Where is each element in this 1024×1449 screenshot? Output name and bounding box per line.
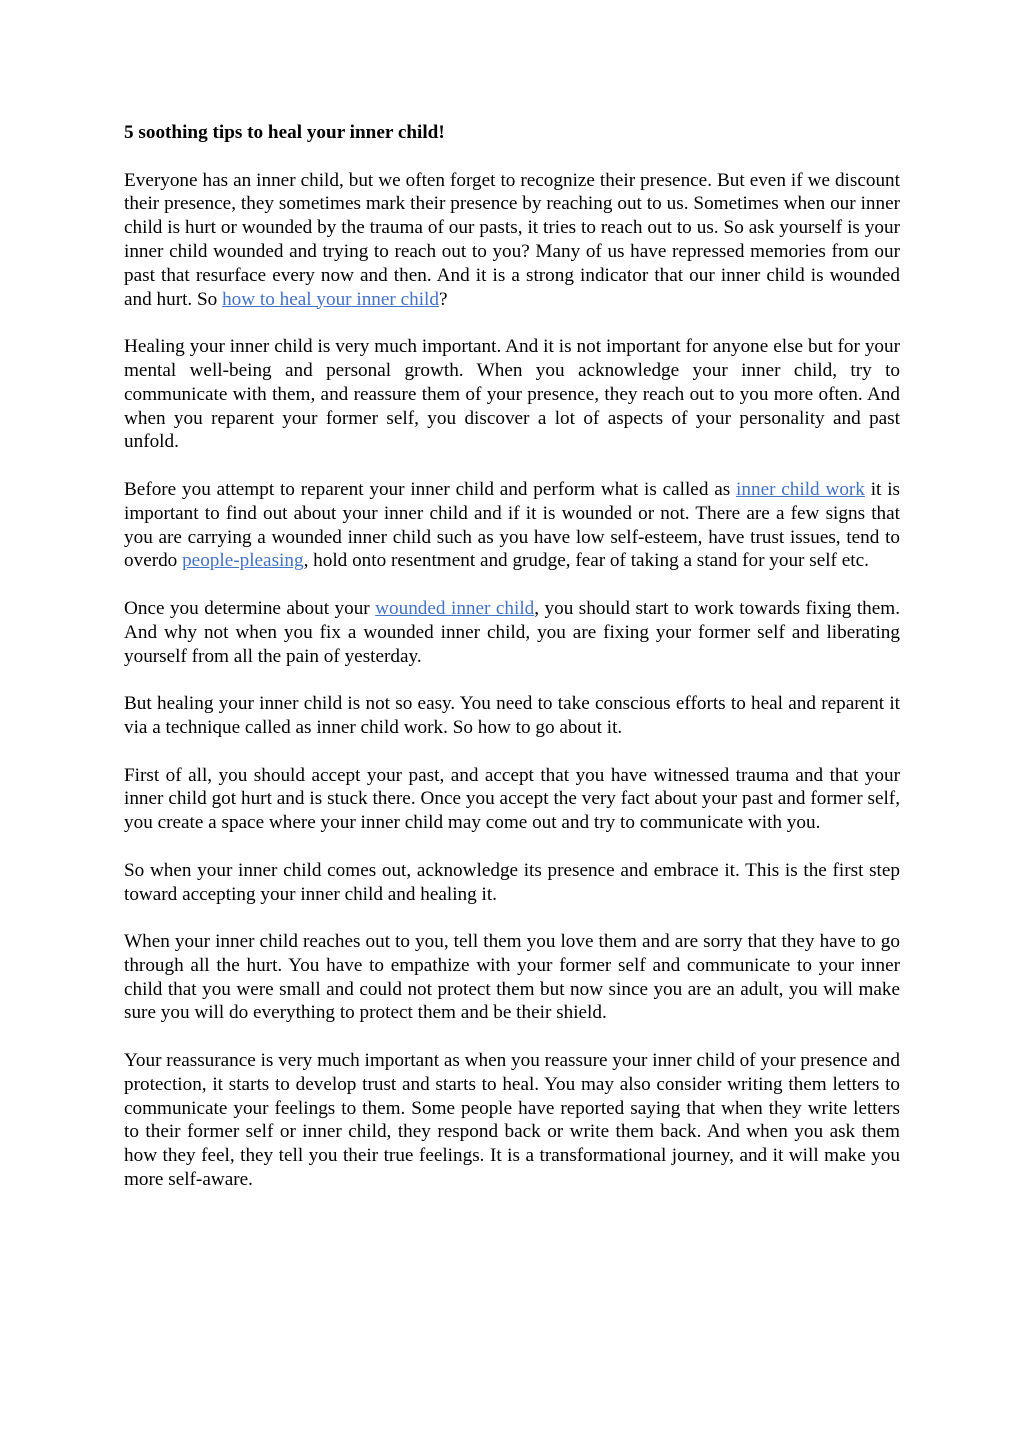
paragraph-3 <box>124 478 900 573</box>
paragraph-7 <box>124 859 900 907</box>
link-inner-child-work[interactable]: inner child work <box>736 478 865 500</box>
paragraph-text: Once you determine about your <box>124 597 376 619</box>
paragraph-text: When your inner child reaches out to you, tell them you love them and are sorry that they have to go through all the hurt. You have to empathize with your former self and communicate to your inner child that you were small and could not protect them but now since you are an adult, you will make sure you will do everything to protect them and be their shield. <box>124 931 900 1024</box>
paragraph-5 <box>124 692 900 740</box>
link-how-to-heal-inner-child[interactable]: how to heal your inner child <box>222 288 439 310</box>
paragraph-9 <box>124 1049 900 1192</box>
document-page <box>124 121 900 1216</box>
link-people-pleasing[interactable]: people-pleasing <box>182 550 304 572</box>
paragraph-text: Before you attempt to reparent your inner child and perform what is called as <box>124 478 737 500</box>
paragraph-text: First of all, you should accept your past, and accept that you have witnessed trauma and that your inner child got hurt and is stuck there. Once you accept the very fact about your past and former self, you create a space where your inner child may come out and try to communicate with you. <box>124 764 900 834</box>
link-wounded-inner-child[interactable]: wounded inner child <box>375 597 535 619</box>
paragraph-text: Your reassurance is very much important as when you reassure your inner child of your presence and protection, it starts to develop trust and starts to heal. You may also consider writing them letters to communicate your feelings to them. Some people have reported saying that when they write letters to their former self or inner child, they respond back or write them back. And when you ask them how they feel, they tell you their true feelings. It is a transformational journey, and it will make you more self-aware. <box>124 1050 900 1191</box>
paragraph-text: Everyone has an inner child, but we often forget to recognize their presence. But even if we discount their presence, they sometimes mark their presence by reaching out to us. Sometimes when our inner child is hurt or wounded by the trauma of our pasts, it tries to reach out to us. So ask yourself is your inner child wounded and trying to reach out to you? Many of us have repressed memories from our past that resurface every now and then. And it is a strong indicator that our inner child is wounded and hurt. So <box>124 169 900 310</box>
paragraph-text: So when your inner child comes out, acknowledge its presence and embrace it. This is the first step toward accepting your inner child and healing it. <box>124 859 900 905</box>
paragraph-text: ? <box>438 288 448 310</box>
paragraph-8 <box>124 930 900 1025</box>
paragraph-text: , hold onto resentment and grudge, fear of taking a stand for your self etc. <box>303 550 869 572</box>
paragraph-text: But healing your inner child is not so easy. You need to take conscious efforts to heal and reparent it via a technique called as inner child work. So how to go about it. <box>124 693 900 738</box>
paragraph-2 <box>124 335 900 454</box>
paragraph-6 <box>124 764 900 835</box>
article-title: 5 soothing tips to heal your inner child! <box>124 122 445 143</box>
paragraph-text: Healing your inner child is very much important. And it is not important for anyone else but for your mental well-being and personal growth. When you acknowledge your inner child, try to communicate with them, and reassure them of your presence, they reach out to you more often. And when you reparent your former self, you discover a lot of aspects of your personality and past unfold. <box>124 336 900 453</box>
paragraph-1 <box>124 169 900 312</box>
paragraph-text: , you should start to work towards fixing them. And why not when you fix a wounded inner child, you are fixing your former self and liberating yourself from all the pain of yesterday. <box>124 597 900 667</box>
paragraph-4 <box>124 597 900 668</box>
paragraph-text: it is important to find out about your inner child and if it is wounded or not. There are a few signs that you are carrying a wounded inner child such as you have low self-esteem, have trust issues, tend to overdo <box>124 478 900 572</box>
